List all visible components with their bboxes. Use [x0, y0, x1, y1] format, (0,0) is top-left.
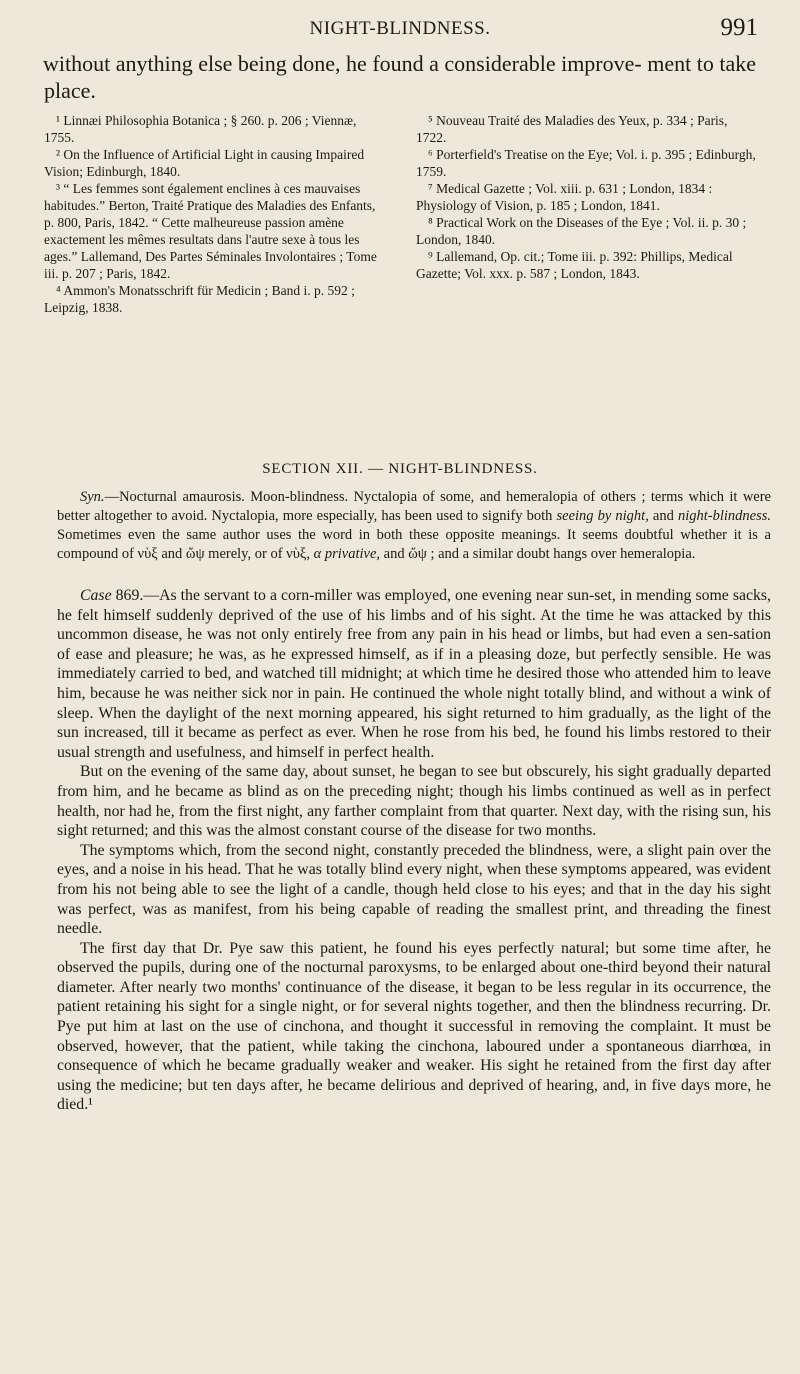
- running-title: NIGHT-BLINDNESS.: [309, 18, 491, 39]
- footnotes: [44, 112, 760, 316]
- synonyms-italic-3: α privative,: [313, 546, 381, 562]
- footnote-2: ² On the Influence of Artificial Light in causing Impaired Vision; Edinburgh, 1840.: [44, 147, 365, 179]
- page-number: 991: [720, 14, 758, 41]
- synonyms-text-4: and ὤψ ; and a similar doubt hangs over hemeralopia.: [380, 546, 696, 562]
- synonyms-italic-2: night-blindness.: [677, 508, 771, 524]
- footnote-1: ¹ Linnæi Philosophia Botanica ; § 260. p. 206 ; Viennæ, 1755.: [44, 113, 357, 145]
- footnotes-right-column: [416, 112, 760, 316]
- synonyms-text-3: Sometimes even the same author uses the word in both these opposite meanings. It seems doubtful whether it is a compound of νὺξ and ὤψ merely, or of νὺξ,: [57, 527, 771, 562]
- case-869: [57, 586, 771, 1115]
- case-paragraph-2: But on the evening of the same day, about sunset, he began to see but obscurely, his sight gradually departed from him, and he became as blind as on the preceding night; though his limbs continued as well as in perfect health, nor had he, from the first night, any farther complaint from that quarter. Next day, with the rising sun, his sight returned; and this was the almost constant course of the disease for two months.: [57, 763, 771, 840]
- footnotes-left-column: [44, 112, 388, 316]
- page-header: [40, 14, 760, 42]
- synonyms-italic-1: seeing by night,: [556, 508, 649, 524]
- synonyms-text-2: and: [648, 508, 678, 524]
- synonyms-paragraph: [57, 488, 771, 564]
- opening-paragraph: without anything else being done, he found a considerable improve- ment to take place.: [43, 51, 756, 103]
- case-paragraph-1: [57, 586, 771, 762]
- case-label: Case: [80, 587, 112, 604]
- case-paragraph-3: The symptoms which, from the second night, constantly preceded the blindness, were, a slight pain over the eyes, and a noise in his head. That he was totally blind every night, when these symptoms appeared, was evident from his not being able to see the light of a candle, though held close to his eyes; and that in the day his sight was perfect, was as manifest, from his being capable of reading the smallest print, and threading the finest needle.: [57, 841, 771, 938]
- case-paragraph-4: The first day that Dr. Pye saw this patient, he found his eyes perfectly natural; but some time after, he observed the pupils, during one of the nocturnal paroxysms, to be enlarged about one-third beyond their natural diameter. After nearly two months' continuance of the disease, it began to be less regular in its occurrence, the patient retaining his sight for a single night, or for several nights together, and then the blindness recurring. Dr. Pye put him at last on the use of cinchona, and thought it successful in removing the complaint. It must be observed, however, that the patient, while taking the cinchona, laboured under a spontaneous diarrhœa, in consequence of which he became gradually weaker and weaker. His sight he retained from the first day after using the medicine; but ten days after, he became delirious and deprived of hearing, and, in five days more, he died.¹: [57, 939, 771, 1114]
- footnote-5: ⁵ Nouveau Traité des Maladies des Yeux, p. 334 ; Paris, 1722.: [416, 113, 728, 145]
- synonyms-text-1: —Nocturnal amaurosis. Moon-blindness. Nyctalopia of some, and hemeralopia of others ; terms which it were better altogether to avoid. Nyctalopia, more especially, has been used to signify both: [57, 489, 771, 524]
- section-heading: SECTION XII. — NIGHT-BLINDNESS.: [262, 461, 538, 477]
- footnote-9: ⁹ Lallemand, Op. cit.; Tome iii. p. 392: Phillips, Medical Gazette; Vol. xxx. p. 587 ; London, 1843.: [416, 249, 733, 281]
- synonyms-label: Syn.: [80, 489, 105, 505]
- footnote-6: ⁶ Porterfield's Treatise on the Eye; Vol. i. p. 395 ; Edinburgh, 1759.: [416, 147, 756, 179]
- footnote-4: ⁴ Ammon's Monatsschrift für Medicin ; Band i. p. 592 ; Leipzig, 1838.: [44, 283, 355, 315]
- footnote-7: ⁷ Medical Gazette ; Vol. xiii. p. 631 ; London, 1834 : Physiology of Vision, p. 185 ; London, 1841.: [416, 181, 713, 213]
- case-text-1: 869.—As the servant to a corn-miller was employed, one evening near sun-set, in mending some sacks, he felt himself suddenly deprived of the use of his limbs and of his sight. At the time he was attacked by this uncommon disease, he was not only entirely free from any pain in his head or limbs, but had even a sen-sation of ease and pleasure; he was, as he expressed himself, as if in a pleasing doze, but perfectly sensible. He was immediately carried to bed, and watched till midnight; at which time he desired those who attended him to leave him, because he was neither sick nor in pain. He continued the whole night totally blind, and without a wink of sleep. When the daylight of the next morning appeared, his sight returned to him gradually, as the light of the sun increased, till it became as perfect as ever. When he rose from his bed, he found his limbs restored to their usual strength and usefulness, and himself in perfect health.: [57, 587, 771, 761]
- footnote-3: ³ “ Les femmes sont également enclines à ces mauvaises habitudes.” Berton, Traité Pratique des Maladies des Enfants, p. 800, Paris, 1842. “ Cette malheureuse passion amène exactement les mêmes resultats dans l'autre sexe à tous les ages.” Lallemand, Des Partes Séminales Involontaires ; Tome iii. p. 207 ; Paris, 1842.: [44, 181, 377, 281]
- footnote-8: ⁸ Practical Work on the Diseases of the Eye ; Vol. ii. p. 30 ; London, 1840.: [416, 215, 747, 247]
